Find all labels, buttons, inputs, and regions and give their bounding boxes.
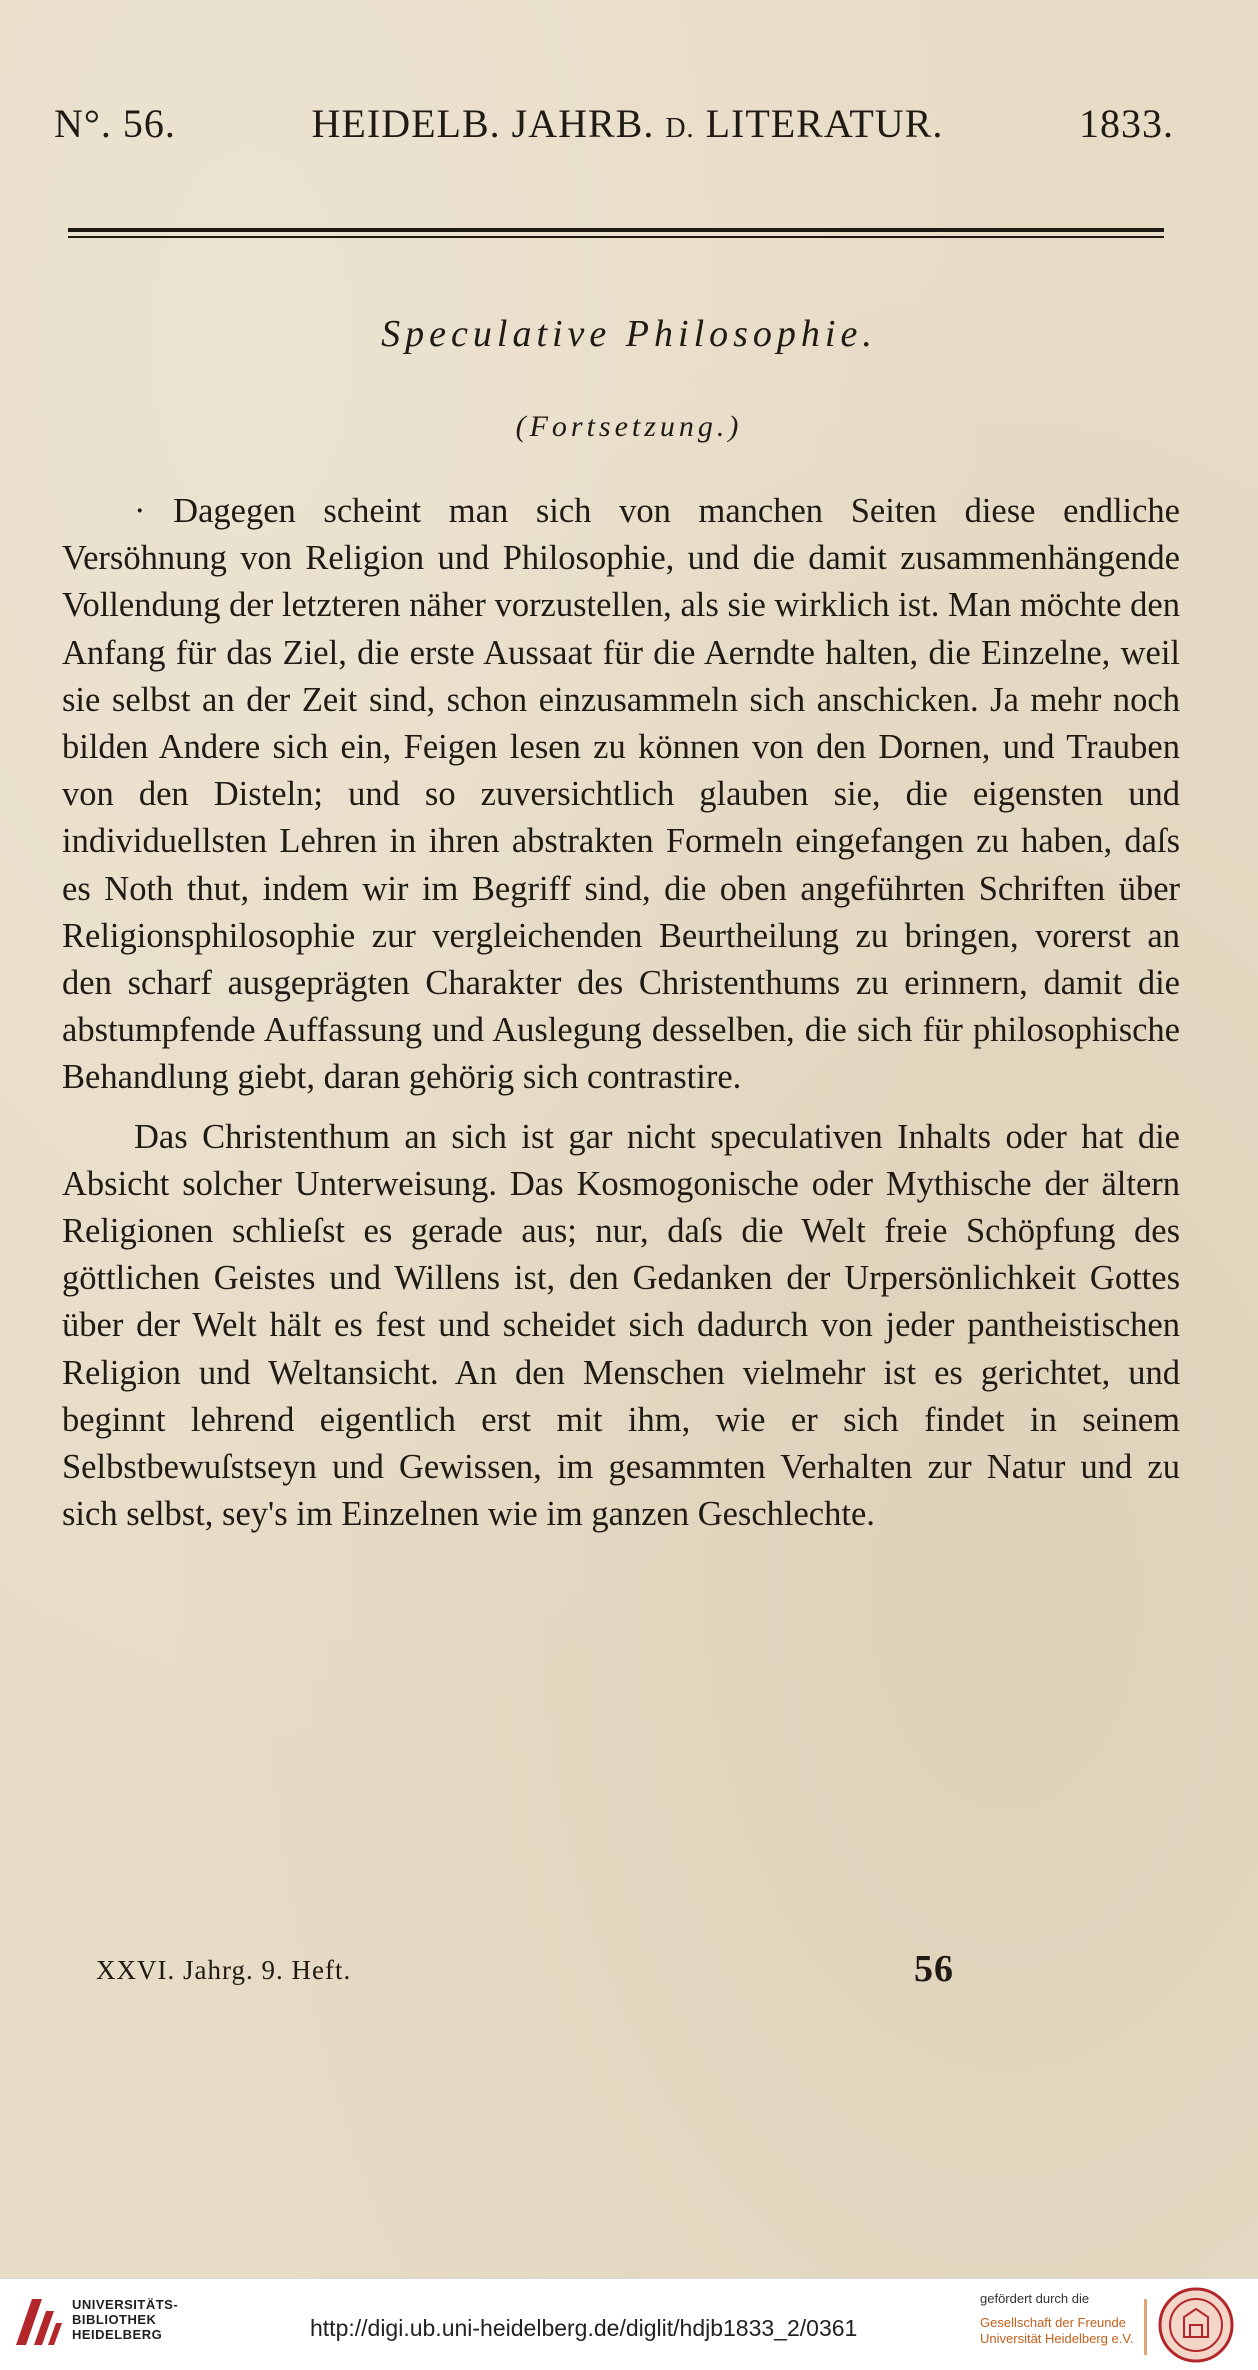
journal-year: 1833. bbox=[1078, 101, 1174, 146]
journal-name-d: D. bbox=[665, 113, 695, 144]
library-name-line: BIBLIOTHEK bbox=[72, 2312, 157, 2327]
society-name-line: Gesellschaft der Freunde bbox=[980, 2315, 1126, 2330]
signature-mark: XXVI. Jahrg. 9. Heft. bbox=[96, 1955, 352, 1985]
bar-divider bbox=[1144, 2299, 1147, 2355]
issue-number: N°. 56. bbox=[54, 101, 176, 146]
library-name-line: HEIDELBERG bbox=[72, 2327, 163, 2342]
library-name bbox=[72, 2297, 178, 2342]
funded-by-label: gefördert durch die bbox=[980, 2291, 1090, 2306]
society-name-line: Universität Heidelberg e.V. bbox=[980, 2331, 1134, 2346]
article-subtitle: (Fortsetzung.) bbox=[515, 410, 743, 443]
permalink-url[interactable]: http://digi.ub.uni-heidelberg.de/diglit/hdjb1833_2/0361 bbox=[310, 2315, 858, 2341]
journal-name bbox=[312, 100, 944, 147]
library-name-line: UNIVERSITÄTS- bbox=[72, 2297, 179, 2312]
article-title: Speculative Philosophie. bbox=[381, 313, 877, 355]
digitization-bar bbox=[0, 2278, 1258, 2370]
article-body bbox=[62, 488, 1180, 1538]
running-header bbox=[54, 100, 1174, 147]
header-rule-thick bbox=[68, 228, 1164, 232]
journal-name-lit: LITERATUR. bbox=[705, 101, 944, 146]
library-logo-icon bbox=[12, 2293, 64, 2349]
journal-name-main: HEIDELB. JAHRB. bbox=[311, 101, 655, 146]
paragraph: · Dagegen scheint man sich von manchen Seiten diese endliche Versöhnung von Religion und Philosophie, und die damit zusammenhängende Vollendung der letzteren näher vorzustellen, als sie wirklich ist. Man möchte den Anfang für das Ziel, die erste Aussaat für die Aerndte halten, die Einzelne, weil sie selbst an der Zeit sind, schon einzusammeln sich anschicken. Ja mehr noch bilden Andere sich ein, Feigen lesen zu können von den Dornen, und Trauben von den Disteln; und so zuversichtlich glauben sie, die eigensten und individuellsten Lehren in ihren abstrakten Formeln eingefangen zu haben, daſs es Noth thut, indem wir im Begriff sind, die oben angeführten Schriften über Religionsphilosophie zur vergleichenden Beurtheilung zu bringen, vorerst an den scharf ausgeprägten Charakter des Christenthums zu erinnern, damit die abstumpfende Auffassung und Auslegung desselben, die sich für philosophische Behandlung giebt, daran gehörig sich contrastire. bbox=[62, 492, 1180, 1097]
page-number: 56 bbox=[914, 1948, 954, 1990]
paragraph: Das Christenthum an sich ist gar nicht speculativen Inhalts oder hat die Absicht solcher Unterweisung. Das Kosmogonische oder Mythische der ältern Religionen schlieſst es gerade aus; nur, daſs die Welt freie Schöpfung des göttlichen Geistes und Willens ist, den Gedanken der Urpersönlichkeit Gottes über der Welt hält es fest und scheidet sich dadurch von jeder pantheistischen Religion und Weltansicht. An den Menschen vielmehr ist es gerichtet, und beginnt lehrend eigentlich erst mit ihm, wie er sich findet in seinem Selbstbewuſstseyn und Gewissen, im gesammten Verhalten zur Natur und zu sich selbst, sey's im Einzelnen wie im ganzen Geschlechte. bbox=[62, 1117, 1180, 1534]
page-footer bbox=[96, 1948, 996, 1990]
society-name bbox=[980, 2315, 1133, 2347]
header-rule-thin bbox=[68, 236, 1164, 238]
university-seal-icon bbox=[1158, 2287, 1234, 2363]
